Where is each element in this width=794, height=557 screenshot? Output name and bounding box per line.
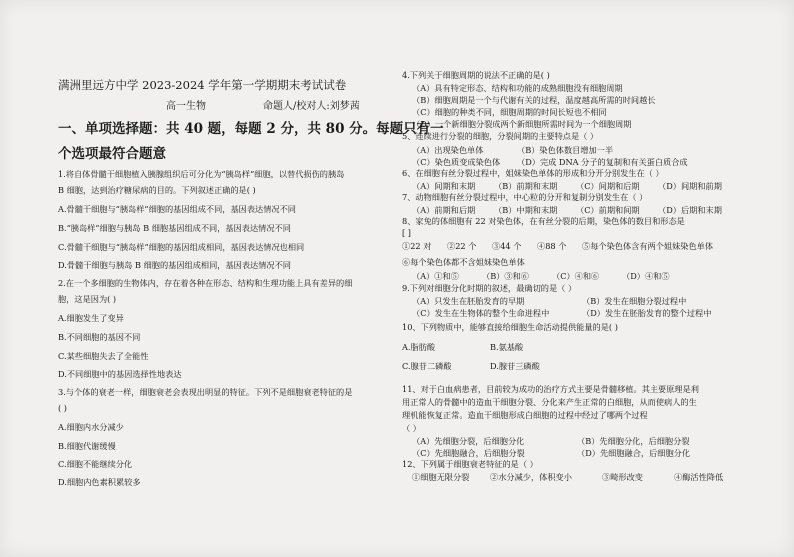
q8-statement-4: ④88 个: [537, 241, 567, 251]
q8-statement-2: ②22 个: [447, 241, 477, 251]
q2-option-a: A.细胞发生了变异: [58, 313, 124, 323]
q2-option-d: D.不同细胞中的基因选择性地表达: [58, 369, 182, 379]
q2-stem-line1: 2.在一个多细胞的生物体内，存在着各种在形态、结构和生理功能上具有差异的细: [58, 278, 353, 288]
q9-stem: 9.下列对细胞分化时期的叙述，最确切的是（ ）: [402, 283, 577, 293]
q8-statement-5: ⑤每个染色体含有两个姐妹染色单体: [582, 241, 714, 251]
q9-option-c: （C）发生在生物体的整个生命进程中: [412, 308, 550, 318]
q3-option-d: D.细胞内色素积累较多: [58, 477, 141, 487]
q5-option-c: （C）染色质变成染色体: [412, 157, 501, 167]
q3-option-c: C.细胞不能继续分化: [58, 459, 133, 469]
q8-stem-line2: [ ]: [402, 228, 411, 238]
q3-option-b: B.细胞代谢缓慢: [58, 441, 116, 451]
q12-statement-2: ②水分减少，体积变小: [490, 472, 572, 482]
q4-option-c: （C）细胞的种类不同，细胞周期的时间长短也不相同: [412, 107, 607, 117]
q11-stem-line4: （ ）: [402, 423, 421, 433]
q8-statement-3: ③44 个: [492, 241, 522, 251]
q8-stem-line1: 8、家兔的体细胞有 22 对染色体，在有丝分裂的后期，染色体的数目和形态是: [402, 216, 685, 226]
q2-option-c: C.某些细胞失去了全能性: [58, 351, 149, 361]
q1-option-c: C.骨髓干细胞与“胰岛样”细胞的基因组成相同，基因表达情况也相同: [58, 242, 305, 252]
q4-option-d: （D）一个新细胞分裂成两个新细胞所需时间为一个细胞周期: [412, 119, 632, 129]
q9-option-d: （D）发生在胚胎发育的整个过程中: [582, 308, 712, 318]
q1-option-a: A.骨髓干细胞与“胰岛样”细胞的基因组成不同，基因表达情况不同: [58, 204, 296, 214]
q1-stem-line2: B 细胞，达到治疗糖尿病的目的。下列叙述正确的是( ): [58, 185, 256, 195]
q11-option-a: （A）先细胞分裂，后细胞分化: [412, 436, 525, 446]
q6-option-c: （C）间期和后期: [576, 181, 640, 191]
q10-option-a: A.脂肪酸: [402, 342, 436, 352]
q1-option-b: B.“胰岛样”细胞与胰岛 B 细胞基因组成不同，基因表达情况不同: [58, 223, 291, 233]
q12-statement-3: ③畸形改变: [602, 472, 643, 482]
q11-stem-line2: 用正常人的骨髓中的造血干细胞分裂、分化来产生正常的白细胞，从而使病人的生: [402, 397, 697, 407]
q7-stem: 7、动物细胞有丝分裂过程中，中心粒的分开和复制分别发生在（ ）: [402, 192, 648, 202]
q2-option-b: B.不同细胞的基因不同: [58, 332, 141, 342]
q4-stem: 4.下列关于细胞周期的说法不正确的是( ): [402, 70, 550, 80]
q10-option-c: C.腺苷二磷酸: [402, 361, 452, 371]
q4-option-a: （A）具有特定形态、结构和功能的成熟细胞没有细胞周期: [412, 83, 623, 93]
q7-option-d: （D）后期和末期: [658, 205, 722, 215]
q3-option-a: A.细胞内水分减少: [58, 422, 124, 432]
q12-stem: 12、下列属于细胞衰老特征的是（ ）: [402, 459, 538, 469]
q9-option-a: （A）只发生在胚胎发育的早期: [412, 296, 525, 306]
q10-option-d: D.腺苷三磷酸: [490, 361, 540, 371]
q11-option-d: （D）先细胞融合，后细胞分化: [577, 448, 691, 458]
q6-option-d: （D）间期和前期: [658, 181, 722, 191]
q8-option-b: （B）③和⑥: [482, 271, 529, 281]
q12-statement-1: ①细胞无限分裂: [412, 472, 470, 482]
q4-option-b: （B）细胞周期是一个与代谢有关的过程，温度越高所需的时间越长: [412, 95, 656, 105]
q5-stem: 5、连续进行分裂的细胞，分裂间期的主要特点是（ ）: [402, 131, 599, 141]
q8-statement-1: ①22 对: [402, 241, 432, 251]
q9-option-b: （B）发生在细胞分裂过程中: [582, 296, 687, 306]
q2-stem-line2: 胞，这是因为( ): [58, 294, 117, 304]
q7-option-c: （C）前期和间期: [576, 205, 640, 215]
q10-stem: 10、下列物质中，能够直接给细胞生命活动提供能量的是( ): [402, 322, 618, 332]
q11-stem-line3: 理机能恢复正常。造血干细胞形成白细胞的过程中经过了哪两个过程: [402, 410, 648, 420]
q8-statement-6: ⑥每个染色体都不含姐妹染色单体: [402, 257, 525, 267]
q3-stem-line1: 3.与个体的衰老一样，细胞衰老会表现出明显的特征。下列不是细胞衰老特征的是: [58, 387, 353, 397]
q5-option-d: （D）完成 DNA 分子的复制和有关蛋白质合成: [517, 157, 688, 167]
q10-option-b: B.氨基酸: [490, 342, 524, 352]
q8-option-a: （A）①和⑤: [412, 271, 459, 281]
q7-option-b: （B）中期和末期: [494, 205, 558, 215]
q11-option-b: （B）先细胞分化，后细胞分裂: [577, 436, 690, 446]
q5-option-a: （A）出现染色单体: [412, 145, 484, 155]
q1-stem-line1: 1.将自体骨髓干细胞植入胰腺组织后可分化为“胰岛样”细胞，以替代损伤的胰岛: [58, 169, 345, 179]
q6-option-b: （B）前期和末期: [494, 181, 558, 191]
exam-title: 满洲里远方中学 2023-2024 学年第一学期期末考试试卷: [58, 78, 347, 92]
q8-option-c: （C）④和⑥: [552, 271, 600, 281]
q3-stem-line2: ( ): [58, 403, 67, 413]
q6-option-a: （A）间期和末期: [412, 181, 476, 191]
section-heading-line1: 一、单项选择题：共 40 题，每题 2 分，共 80 分。每题只有一: [58, 121, 444, 137]
q11-stem-line1: 11、对于白血病患者，目前较为成功的治疗方式主要是骨髓移植。其主要原理是利: [402, 384, 699, 394]
author-label: 命题人/校对人:刘梦茜: [263, 101, 360, 112]
q11-option-c: （C）先细胞融合，后细胞分裂: [412, 448, 525, 458]
q6-stem: 6、在细胞有丝分裂过程中，姐妹染色单体的形成和分开分别发生在（ ）: [402, 168, 664, 178]
q5-option-b: （B）染色体数目增加一半: [517, 145, 614, 155]
q7-option-a: （A）前期和后期: [412, 205, 476, 215]
q12-statement-4: ④酶活性降低: [674, 472, 724, 482]
q1-option-d: D.骨髓干细胞与胰岛 B 细胞的基因组成相同，基因表达情况不同: [58, 260, 291, 270]
q8-option-d: （D）④和⑤: [622, 271, 670, 281]
section-heading-line2: 个选项最符合题意: [58, 146, 166, 162]
subject-label: 高一生物: [166, 101, 206, 112]
